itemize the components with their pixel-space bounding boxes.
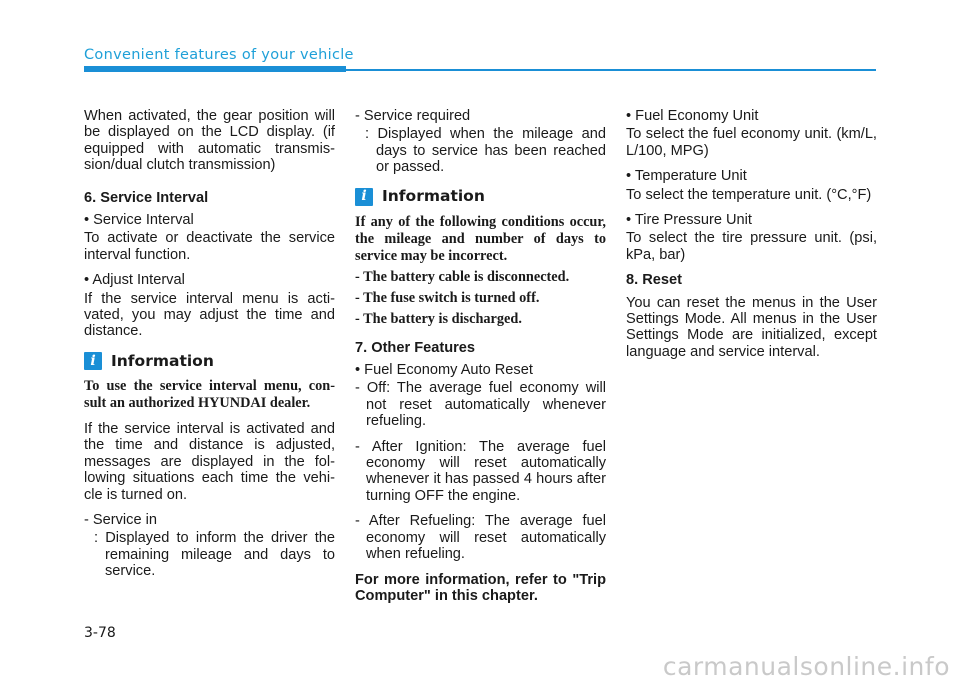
service-in-label: - Service in	[84, 511, 157, 528]
service-required-label: - Service required	[355, 108, 471, 124]
paragraph: To select the fuel economy unit. (km/L, L/100, MPG)	[626, 126, 877, 159]
paragraph: If the service interval menu is acti-vated, you may adjust the time and distance.	[84, 290, 335, 340]
paragraph: You can reset the menus in the User Settings Mode. All menus in the User Settings Mode are initialized, except language and service interval.	[626, 294, 877, 360]
option-after-refueling: - After Refueling: The average fuel economy will reset automatically when refueling.	[355, 513, 606, 563]
header-rule-thin	[346, 69, 876, 71]
bullet-adjust-interval: • Adjust Interval	[84, 272, 185, 289]
paragraph: If the service interval is activated and the time and distance is adjusted, messages are displayed in the fol-lowing situations each time the vehi-cle is turned on.	[84, 420, 335, 503]
more-info-note: For more information, refer to "Trip Computer" in this chapter.	[355, 571, 606, 604]
info-text: To use the service interval menu, con-sult an authorized HYUNDAI dealer.	[84, 377, 335, 411]
section-title: Convenient features of your vehicle	[84, 47, 354, 63]
bullet-tire-pressure-unit: • Tire Pressure Unit	[626, 212, 752, 229]
info-icon: i	[84, 352, 102, 370]
info-title: Information	[382, 187, 485, 206]
heading-service-interval: 6. Service Interval	[84, 189, 209, 206]
paragraph: To select the tire pressure unit. (psi, kPa, bar)	[626, 230, 877, 263]
condition-item: - The battery cable is disconnected.	[355, 268, 570, 285]
service-required-description: : Displayed when the mileage and days to service has been reached or passed.	[365, 126, 606, 176]
watermark: carmanualsonline.info	[662, 652, 950, 681]
column-1	[84, 108, 335, 589]
info-text: If any of the following conditions occur, the mileage and number of days to service may be incorrect.	[355, 213, 606, 264]
header-rule-thick	[84, 66, 346, 72]
bullet-fuel-economy-auto-reset: • Fuel Economy Auto Reset	[355, 362, 533, 379]
info-header	[355, 188, 606, 206]
paragraph: To select the temperature unit. (°C,°F)	[626, 186, 872, 203]
option-after-ignition: - After Ignition: The average fuel economy will reset automatically whenever it has passed 4 hours after turning OFF the engine.	[355, 438, 606, 504]
info-title: Information	[111, 351, 214, 370]
condition-item: - The battery is discharged.	[355, 310, 522, 327]
info-header	[84, 352, 335, 370]
condition-item: - The fuse switch is turned off.	[355, 289, 540, 306]
service-in-description: : Displayed to inform the driver the remaining mileage and days to service.	[94, 530, 335, 580]
paragraph: When activated, the gear position will be displayed on the LCD display. (if equipped with automatic transmis-sion/dual clutch transmission)	[84, 108, 335, 174]
bullet-temperature-unit: • Temperature Unit	[626, 168, 747, 185]
page-number: 3-78	[84, 625, 116, 641]
info-icon: i	[355, 188, 373, 206]
heading-other-features: 7. Other Features	[355, 339, 476, 356]
paragraph: To activate or deactivate the service interval function.	[84, 230, 335, 263]
bullet-service-interval: • Service Interval	[84, 212, 194, 229]
column-3	[626, 108, 877, 369]
column-2	[355, 108, 606, 613]
heading-reset: 8. Reset	[626, 272, 682, 289]
bullet-fuel-economy-unit: • Fuel Economy Unit	[626, 108, 759, 124]
option-off: - Off: The average fuel economy will not reset automatically whenever refueling.	[355, 380, 606, 430]
